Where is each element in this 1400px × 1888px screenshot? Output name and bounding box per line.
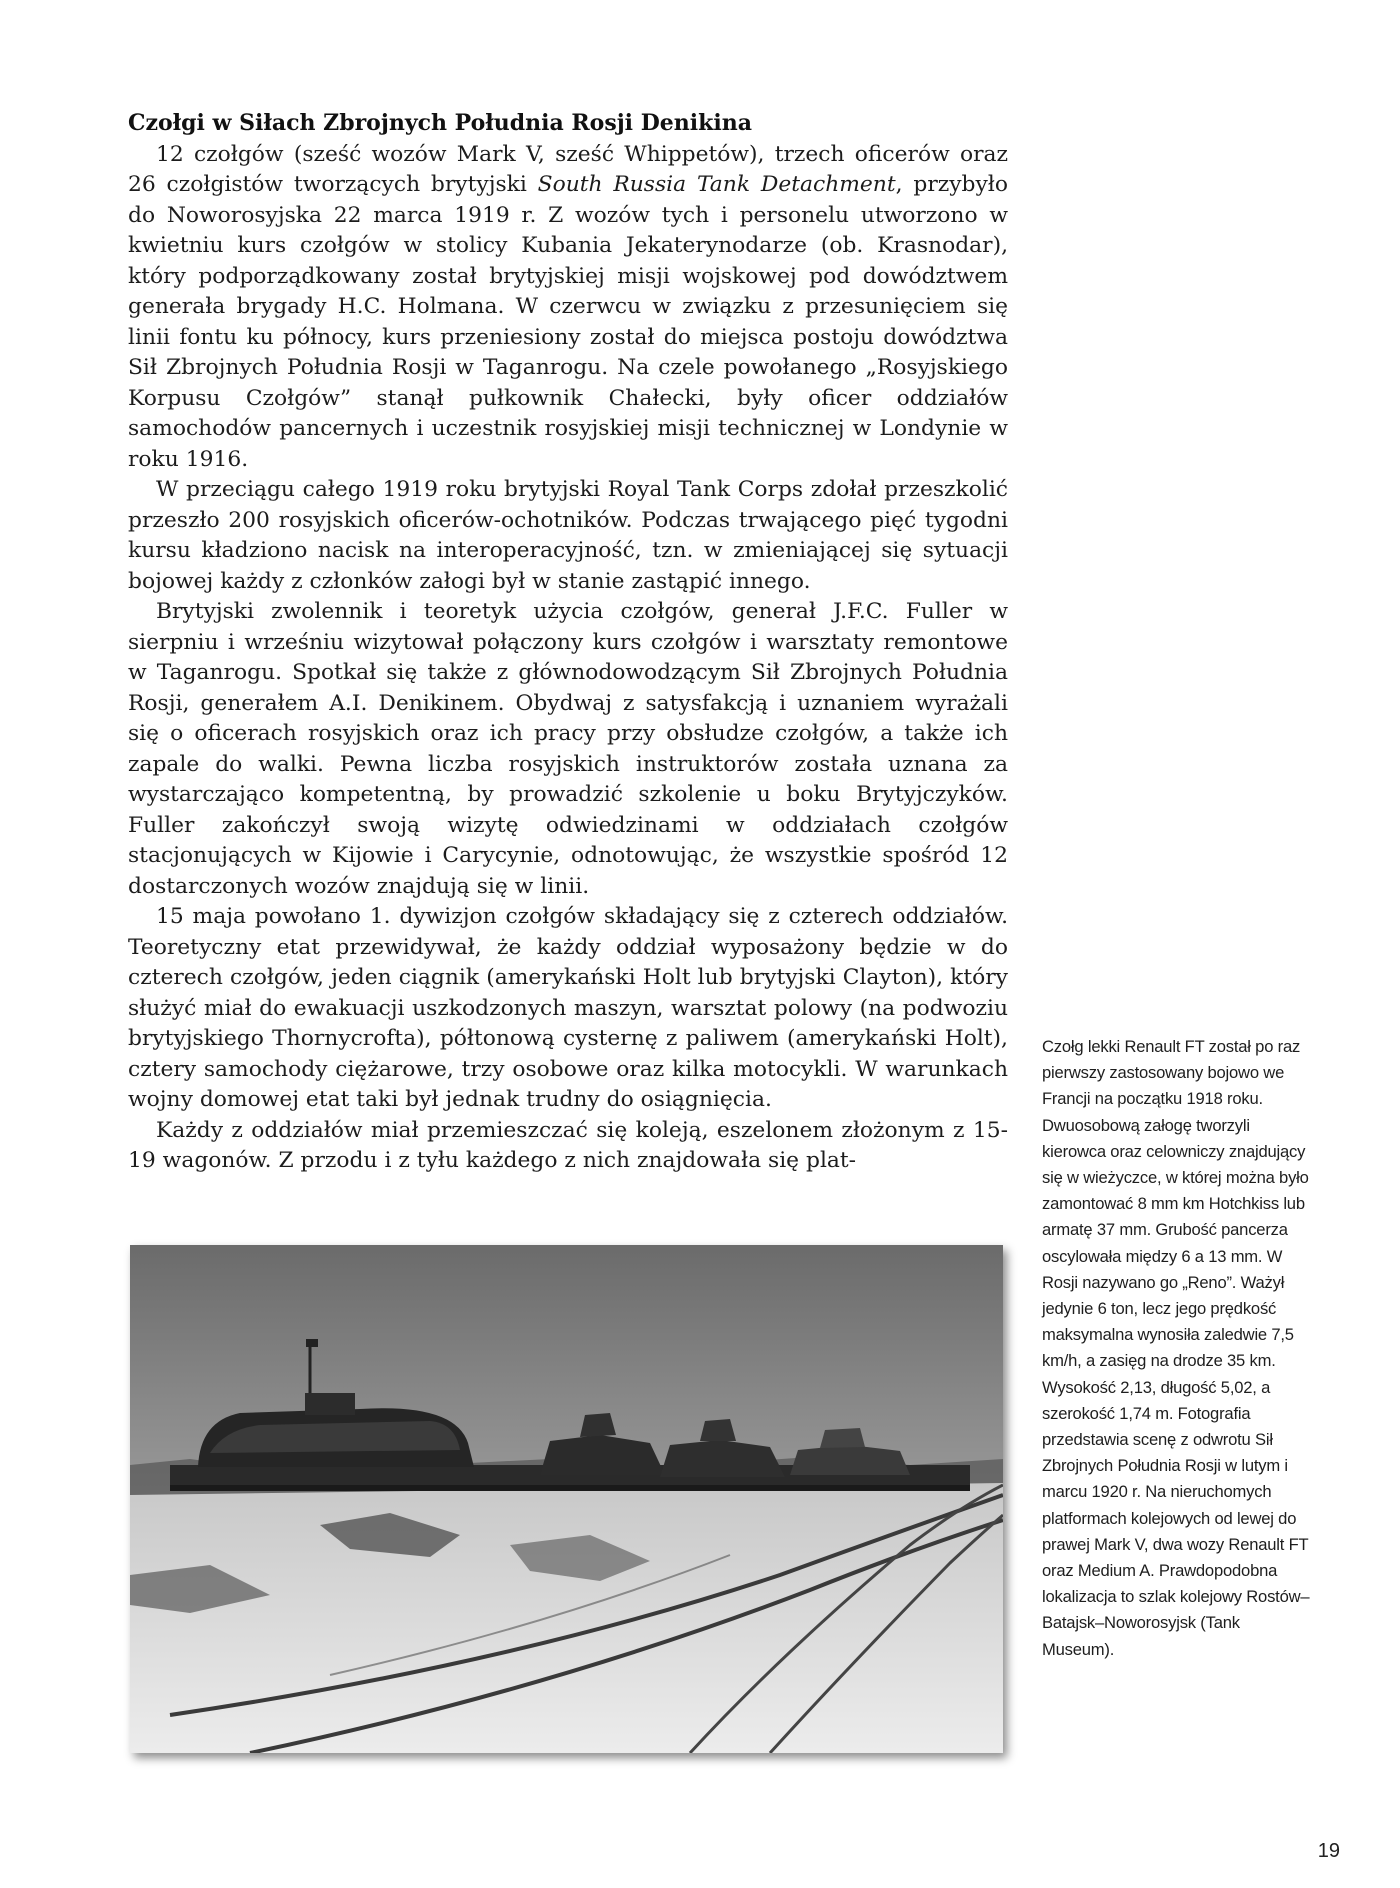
paragraph-2: W przeciągu całego 1919 roku brytyjski Royal Tank Corps zdołał przeszkolić przeszło 200 rosyjskich oficerów-ochotników. Podczas trwającego pięć tygodni kursu kładziono nacisk na interoperacyjność, tzn. w zmieniającej się sytuacji bojowej każdy z członków załogi był w stanie zastąpić innego. xyxy=(128,477,1008,594)
historical-photo xyxy=(130,1245,1003,1753)
article-body xyxy=(128,108,1008,1177)
paragraph-4: 15 maja powołano 1. dywizjon czołgów składający się z czterech oddziałów. Teoretyczny etat przewidywał, że każdy oddział wyposażony będzie w do czterech czołgów, jeden ciągnik (amerykański Holt lub brytyjski Clayton), który służyć miał do ewakuacji uszkodzonych maszyn, warsztat polowy (na podwoziu brytyjskiego Thornycrofta), półtonową cysternę z paliwem (amerykański Holt), cztery samochody ciężarowe, trzy osobowe oraz kilka motocykli. W warunkach wojny domowej etat taki był jednak trudny do osiągnięcia. xyxy=(128,904,1008,1112)
section-heading: Czołgi w Siłach Zbrojnych Południa Rosji Denikina xyxy=(128,110,752,136)
tank-train-photo xyxy=(130,1245,1003,1753)
paragraph-1-end: , przybyło do Noworosyjska 22 marca 1919 r. Z wozów tych i personelu utworzono w kwietniu kurs czołgów w stolicy Kubania Jekaterynodarze (ob. Krasnodar), który podporządkowany został brytyjskiej misji wojskowej pod dowództwem generała brygady H.C. Holmana. W czerwcu w związku z przesunięciem się linii fontu ku północy, kurs przeniesiony został do miejsca postoju dowództwa Sił Zbrojnych Południa Rosji w Taganrogu. Na czele powołanego „Rosyjskiego Korpusu Czołgów” stanął pułkownik Chałecki, były oficer oddziałów samochodów pancernych i uczestnik rosyjskiej misji technicznej w Londynie w roku 1916. xyxy=(128,172,1009,472)
page-number: 19 xyxy=(1317,1840,1340,1862)
paragraph-3: Brytyjski zwolennik i teoretyk użycia czołgów, generał J.F.C. Fuller w sierpniu i wrześniu wizytował połączony kurs czołgów i warsztaty remontowe w Taganrogu. Spotkał się także z głównodowodzącym Sił Zbrojnych Południa Rosji, generałem A.I. Denikinem. Obydwaj z satysfakcją i uznaniem wyrażali się o oficerach rosyjskich oraz ich pracy przy obsłudze czołgów, a także ich zapale do walki. Pewna liczba rosyjskich instruktorów została uznana za wystarczająco kompetentną, by prowadzić szkolenie u boku Brytyjczyków. Fuller zakończył swoją wizytę odwiedzinami w oddziałach czołgów stacjonujących w Kijowie i Carycynie, odnotowując, że wszystkie spośród 12 dostarczonych wozów znajdują się w linii. xyxy=(128,599,1008,899)
photo-caption: Czołg lekki Renault FT został po raz pierwszy zastosowany bojowo we Francji na początku 1918 roku. Dwuosobową załogę tworzyli kierowca oraz celowniczy znajdujący się w wieżyczce, w której można było zamontować 8 mm km Hotchkiss lub armatę 37 mm. Grubość pancerza oscylowała między 6 a 13 mm. W Rosji nazywano go „Reno”. Ważył jedynie 6 ton, lecz jego prędkość maksymalna wynosiła zaledwie 7,5 km/h, a zasięg na drodze 35 km. Wysokość 2,13, długość 5,02, a szerokość 1,74 m. Fotografia przedstawia scenę z odwrotu Sił Zbrojnych Południa Rosji w lutym i marcu 1920 r. Na nieruchomych platformach kolejowych od lewej do prawej Mark V, dwa wozy Renault FT oraz Medium A. Prawdopodobna lokalizacja to szlak kolejowy Rostów–Batajsk–Noworosyjsk (Tank Museum). xyxy=(1042,1037,1310,1659)
paragraph-1-italic: South Russia Tank Detachment xyxy=(537,172,896,197)
paragraph-1-start: 12 czołgów (sześć wozów Mark V, sześć Whippetów), trzech oficerów oraz 26 czołgistów tworzących brytyjski xyxy=(128,141,1008,197)
paragraph-5: Każdy z oddziałów miał przemieszczać się koleją, eszelonem złożonym z 15-19 wagonów. Z przodu i z tyłu każdego z nich znajdowała się plat- xyxy=(128,1117,1008,1173)
paragraph-1 xyxy=(128,140,1008,476)
